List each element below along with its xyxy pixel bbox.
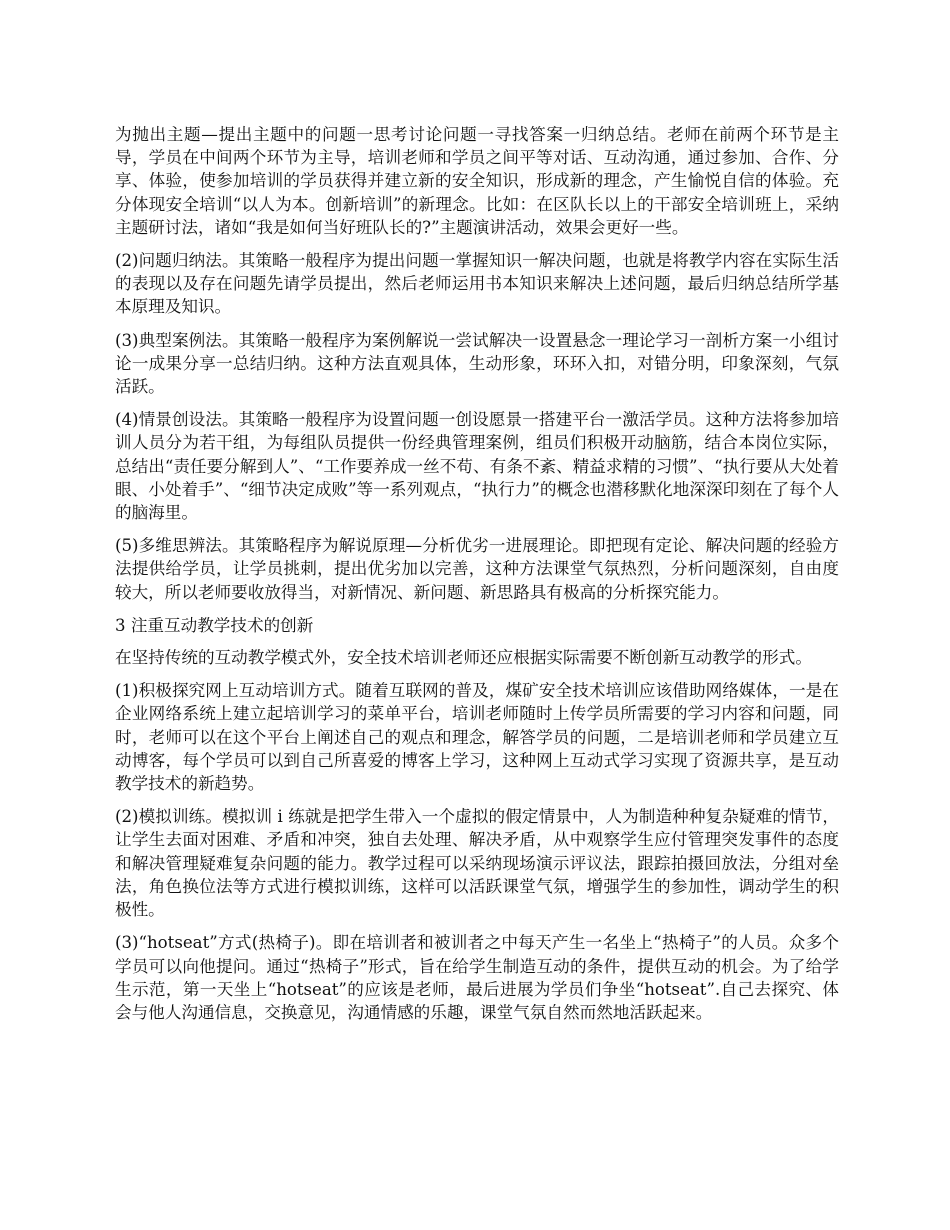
paragraph-problem-induction: (2)问题归纳法。其策略一般程序为提出问题一掌握知识一解决问题，也就是将教学内容在实际生活的表现以及存在问题先请学员提出，然后老师运用书本知识来解决上述问题，最后归纳总结所学基本原理及知识。 [115,251,839,317]
paragraph-intro-innovation: 在坚持传统的互动教学模式外，安全技术培训老师还应根据实际需要不断创新互动教学的形式。 [115,648,812,668]
paragraph-scenario-creation: (4)情景创设法。其策略一般程序为设置问题一创设愿景一搭建平台一激活学员。这种方法将参加培训人员分为若干组，为每组队员提供一份经典管理案例，组员们积极开动脑筋，结合本岗位实际，总结出“责任要分解到人”、“工作要养成一丝不苟、有条不紊、精益求精的习惯”、“执行要从大处着眼、小处着手”、“细节决定成败”等一系列观点，“执行力”的概念也潜移默化地深深印刻在了每个人的脑海里。 [115,410,839,523]
paragraph-online-training: (1)积极探究网上互动培训方式。随着互联网的普及，煤矿安全技术培训应该借助网络媒体，一是在企业网络系统上建立起培训学习的菜单平台，培训老师随时上传学员所需要的学习内容和问题，同时，老师可以在这个平台上阐述自己的观点和理念，解答学员的问题，二是培训老师和学员建立互动博客，每个学员可以到自己所喜爱的博客上学习，这种网上互动式学习实现了资源共享，是互动教学技术的新趋势。 [115,681,839,794]
paragraph-topic-discussion: 为抛出主题—提出主题中的问题一思考讨论问题一寻找答案一归纳总结。老师在前两个环节是主导，学员在中间两个环节为主导，培训老师和学员之间平等对话、互动沟通，通过参加、合作、分享、体验，使参加培训的学员获得并建立新的安全知识，形成新的理念，产生愉悦自信的体验。充分体现安全培训“以人为本。创新培训”的新理念。比如：在区队长以上的干部安全培训班上，采纳主题研讨法，诸如“我是如何当好班队长的?”主题演讲活动，效果会更好一些。 [115,125,839,237]
paragraph-simulation-training: (2)模拟训练。模拟训 i 练就是把学生带入一个虚拟的假定情景中，人为制造种种复杂疑难的情节，让学生去面对困难、矛盾和冲突，独自去处理、解决矛盾，从中观察学生应付管理突发事件的态度和解决管理疑难复杂问题的能力。教学过程可以采纳现场演示评议法，跟踪拍摄回放法，分组对垒法，角色换位法等方式进行模拟训练，这样可以活跃课堂气氛，增强学生的参加性，调动学生的积极性。 [115,807,839,920]
document-body [115,123,839,1034]
section-heading: 3 注重互动教学技术的创新 [115,615,314,635]
paragraph-multi-dimensional-thinking: (5)多维思辨法。其策略程序为解说原理—分析优劣一进展理论。即把现有定论、解决问题的经验方法提供给学员，让学员挑刺，提出优劣加以完善，这种方法课堂气氛热烈，分析问题深刻，自由度较大，所以老师要收放得当，对新情况、新问题、新思路具有极高的分析探究能力。 [115,536,839,602]
paragraph-case-study: (3)典型案例法。其策略一般程序为案例解说一尝试解决一设置悬念一理论学习一剖析方案一小组讨论一成果分享一总结归纳。这种方法直观具体，生动形象，环环入扣，对错分明，印象深刻，气氛活跃。 [115,330,839,397]
paragraph-hotseat: (3)“hotseat”方式(热椅子)。即在培训者和被训者之中每天产生一名坐上“热椅子”的人员。众多个学员可以向他提问。通过“热椅子”形式，旨在给学生制造互动的条件，提供互动的机会。为了给学生示范，第一天坐上“hotseat”的应该是老师，最后进展为学员们争坐“hotseat”.自己去探究、体会与他人沟通信息，交换意见，沟通情感的乐趣，课堂气氛自然而然地活跃起来。 [115,933,839,1022]
